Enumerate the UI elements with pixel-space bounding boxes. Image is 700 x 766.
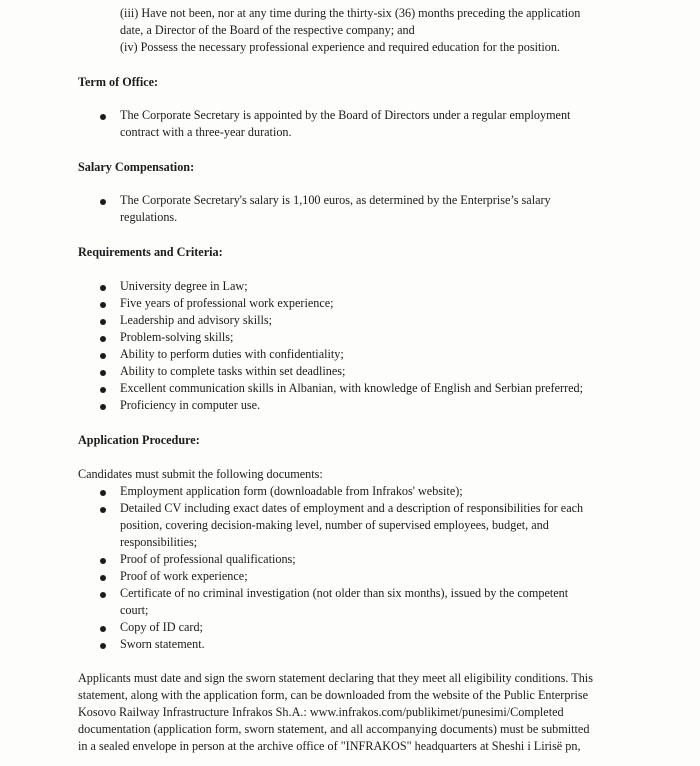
closing-paragraph-line: statement, along with the application form, can be downloaded from the website of the Public Enterprise	[78, 688, 589, 702]
bullet-icon	[100, 370, 106, 376]
requirements-heading: Requirements and Criteria:	[78, 245, 223, 259]
salary-text-line1: The Corporate Secretary's salary is 1,100 euros, as determined by the Enterprise’s salary	[120, 193, 551, 207]
term-of-office-heading: Term of Office:	[78, 75, 159, 89]
application-item: Sworn statement.	[120, 637, 205, 651]
bullet-icon	[100, 353, 106, 359]
requirement-item: Ability to complete tasks within set deadlines;	[120, 364, 346, 378]
requirement-item: Leadership and advisory skills;	[120, 313, 272, 327]
closing-paragraph-line: in a sealed envelope in person at the archive office of "INFRAKOS" headquarters at Sheshi i Lirisë pn,	[78, 739, 581, 753]
bullet-icon	[100, 643, 106, 649]
application-item: Employment application form (downloadable from Infrakos' website);	[120, 484, 463, 498]
application-item-continuation: court;	[120, 603, 149, 617]
application-item-continuation: position, covering decision-making level, number of supervised employees, budget, and	[120, 518, 549, 532]
requirement-item: Proficiency in computer use.	[120, 398, 261, 412]
application-item: Detailed CV including exact dates of employment and a description of responsibilities for each	[120, 501, 584, 515]
salary-heading: Salary Compensation:	[78, 160, 195, 174]
application-intro: Candidates must submit the following documents:	[78, 467, 323, 481]
requirement-item: University degree in Law;	[120, 279, 248, 293]
application-item: Copy of ID card;	[120, 620, 203, 634]
application-item-continuation: responsibilities;	[120, 535, 198, 549]
eligibility-item-iii-line1: (iii) Have not been, nor at any time during the thirty-six (36) months preceding the application	[120, 6, 581, 20]
bullet-icon	[100, 507, 106, 513]
requirement-item: Excellent communication skills in Albanian, with knowledge of English and Serbian preferred;	[120, 381, 584, 395]
application-item: Certificate of no criminal investigation (not older than six months), issued by the competent	[120, 586, 569, 600]
application-item: Proof of professional qualifications;	[120, 552, 296, 566]
term-of-office-text-line1: The Corporate Secretary is appointed by the Board of Directors under a regular employment	[120, 108, 571, 122]
term-of-office-text-line2: contract with a three-year duration.	[120, 125, 292, 139]
application-heading: Application Procedure:	[78, 433, 200, 447]
bullet-icon	[100, 302, 106, 308]
eligibility-item-iii-line2: date, a Director of the Board of the respective company; and	[120, 23, 415, 37]
bullet-icon	[100, 626, 106, 632]
bullet-icon	[100, 285, 106, 291]
bullet-icon	[100, 575, 106, 581]
bullet-icon	[100, 319, 106, 325]
bullet-icon	[100, 199, 106, 205]
salary-text-line2: regulations.	[120, 210, 178, 224]
application-item: Proof of work experience;	[120, 569, 248, 583]
eligibility-item-iv: (iv) Possess the necessary professional experience and required education for the position.	[120, 40, 560, 54]
closing-paragraph-line: documentation (application form, sworn statement, and all accompanying documents) must be submitted	[78, 722, 590, 736]
bullet-icon	[100, 404, 106, 410]
bullet-icon	[100, 592, 106, 598]
closing-paragraph-line: Applicants must date and sign the sworn statement declaring that they meet all eligibility conditions. This	[78, 671, 593, 685]
bullet-icon	[100, 114, 106, 120]
closing-paragraph-line: Kosovo Railway Infrastructure Infrakos Sh.A.: www.infrakos.com/publikimet/punesimi/Completed	[78, 705, 564, 719]
bullet-icon	[100, 387, 106, 393]
bullet-icon	[100, 336, 106, 342]
requirement-item: Ability to perform duties with confidentiality;	[120, 347, 344, 361]
bullet-icon	[100, 490, 106, 496]
requirement-item: Five years of professional work experience;	[120, 296, 334, 310]
bullet-icon	[100, 558, 106, 564]
requirement-item: Problem-solving skills;	[120, 330, 234, 344]
